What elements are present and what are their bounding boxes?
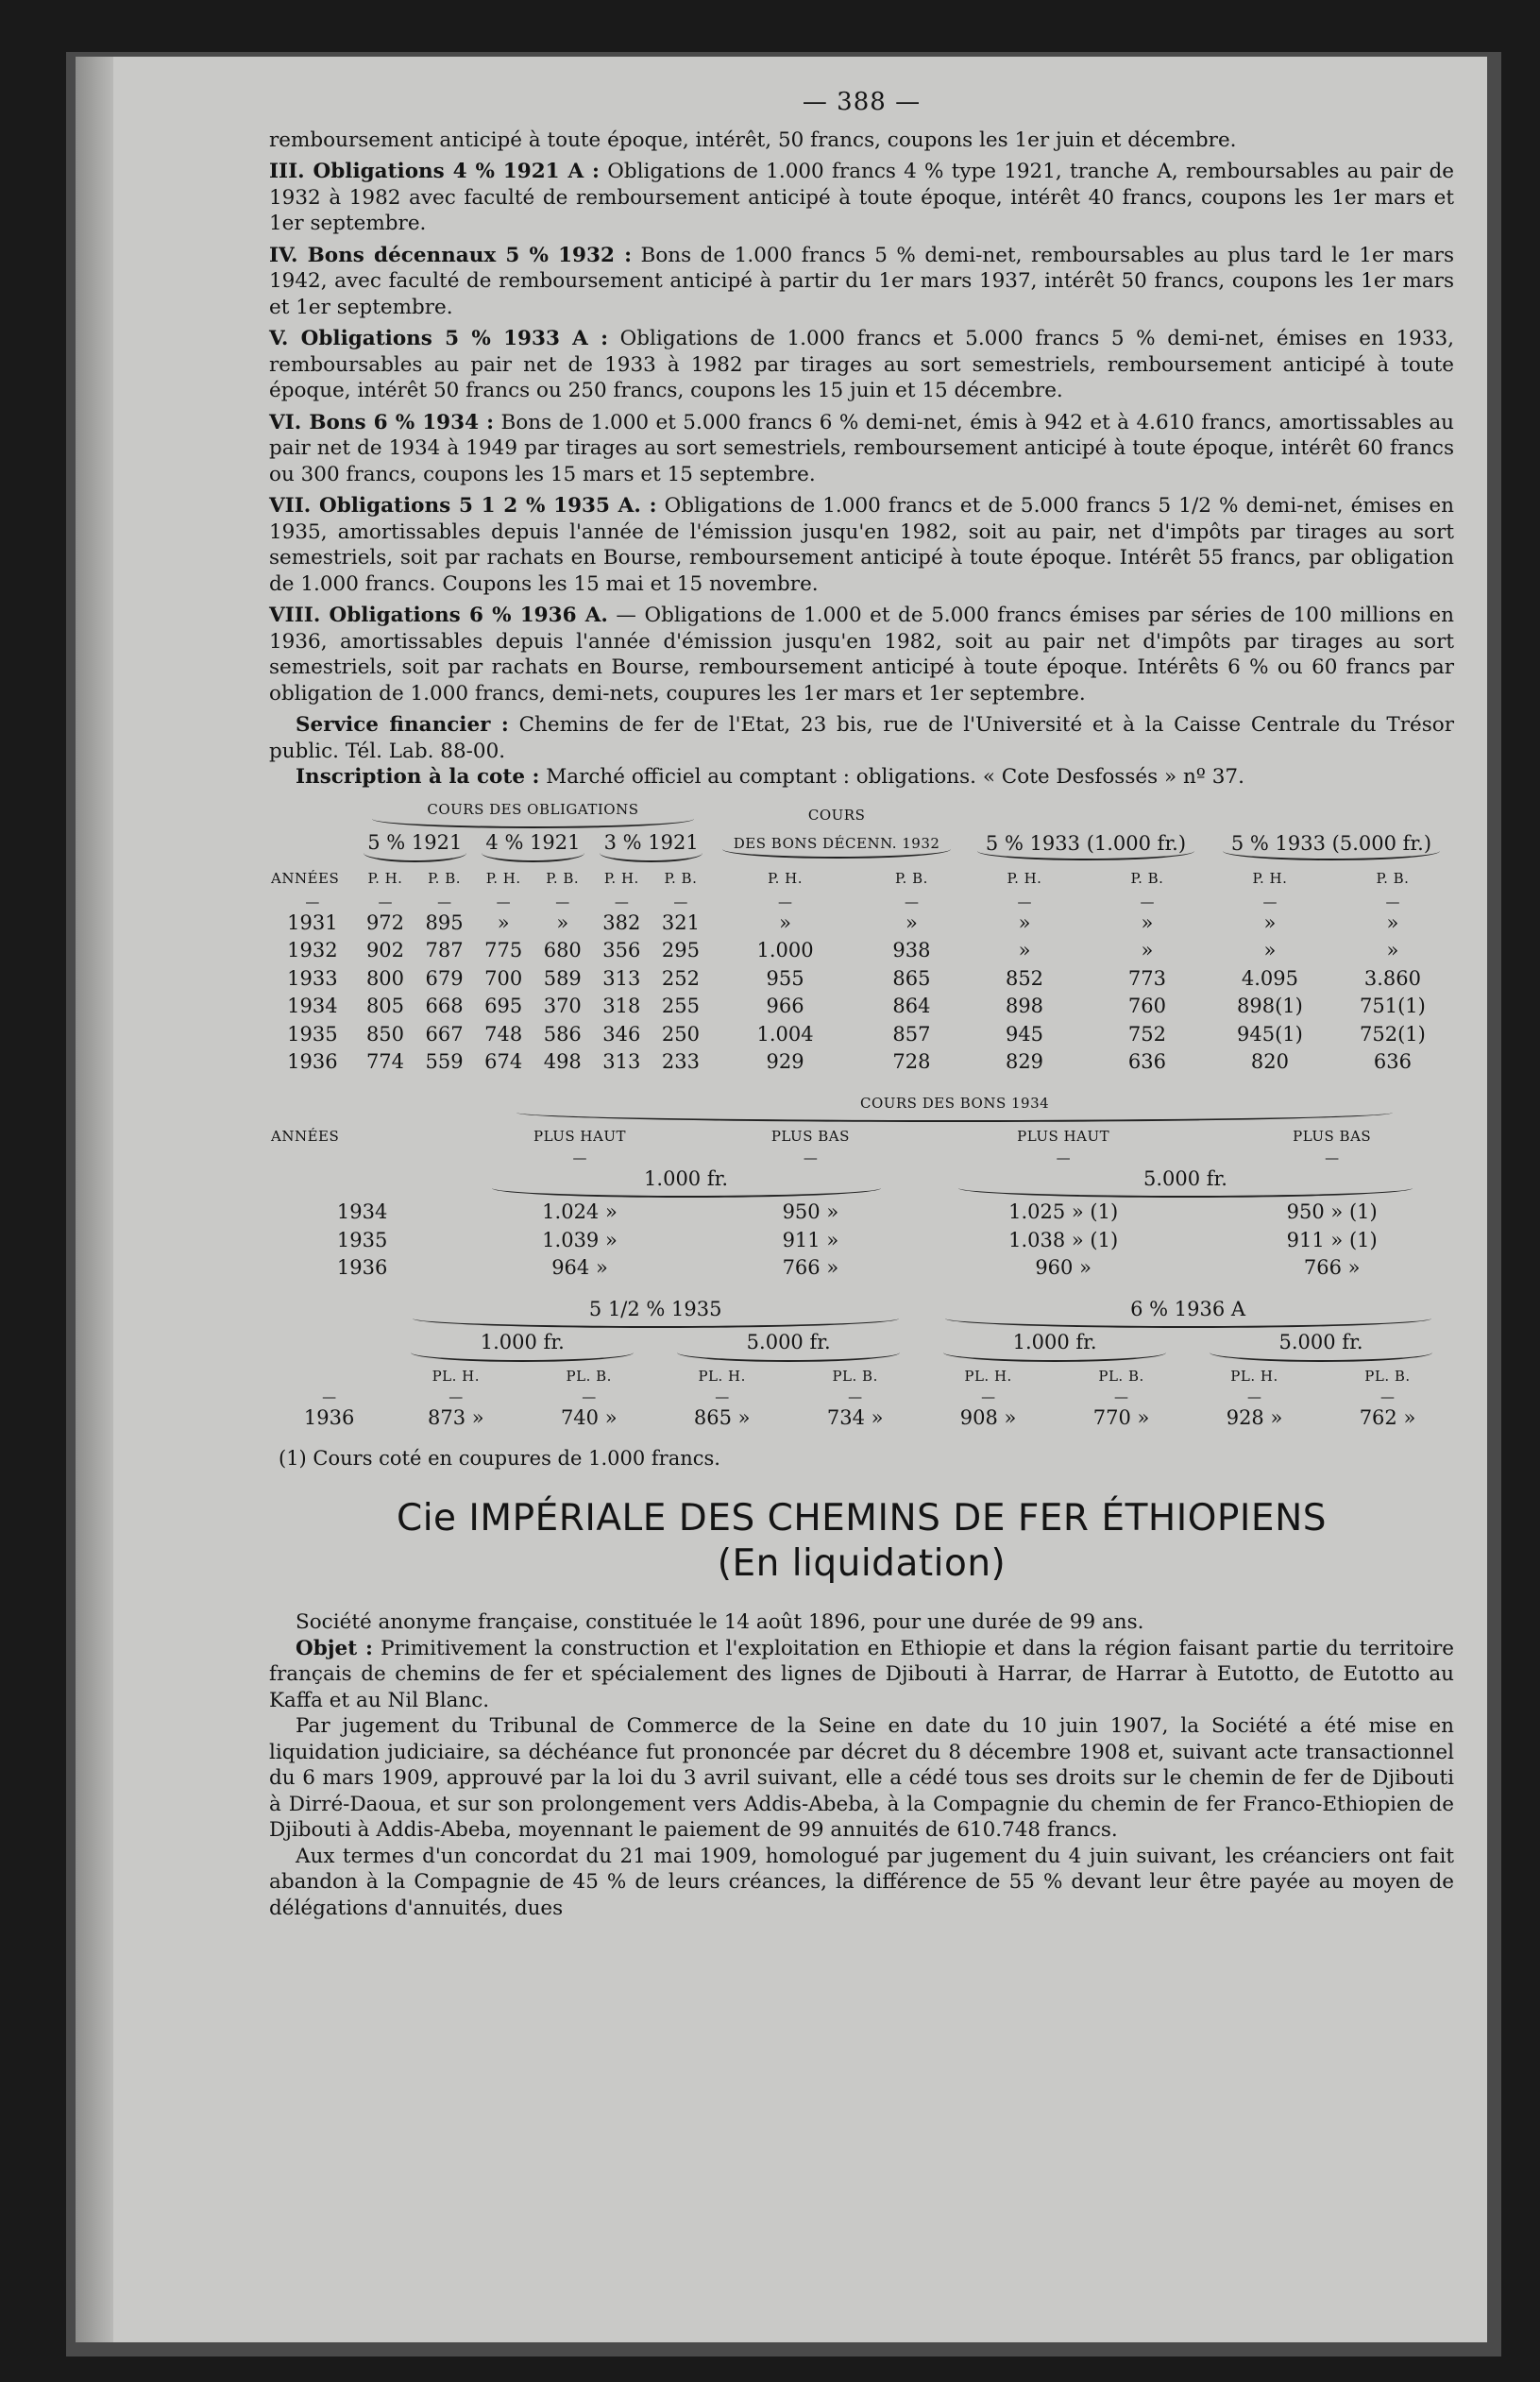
sub-header: P. H. (768, 869, 804, 887)
paragraph-text: Obligations de 1.000 francs et de 5.000 francs 5 1/2 % demi-net, émises en 1935, amortissables depuis l'année de l'émission jusqu'en 1982, soit au pair, net d'impôts par tirages au sort semestriels, soit par rachats en Bourse, remboursement anticipé à toute époque. Intérêt 55 francs, par obligation de 1.000 francs. Coupons les 15 mai et 15 novembre. (269, 494, 1454, 596)
group-title: 6 % 1936 A (922, 1296, 1454, 1330)
paragraph-heading: Inscription à la cote : (296, 765, 540, 789)
obligations-1935-1936-table: 5 1/2 % 1935 6 % 1936 A 1.000 fr. 5.000 fr. 1.000 fr. 5.000 fr. PL. H. PL. B. PL. H. PL. B. PL. H. PL. B. PL. H. PL. B. — — — — — — — — — 1936 873 » 740 » 865 » 734 » 908 » 770 » 928 » 762 » (269, 1296, 1454, 1433)
paragraph-text: Primitivement la construction et l'exploitation en Ethiopie et dans la région faisant partie du territoire français de chemins de fer et spécialement des lignes de Djibouti à Harrar, de Harrar à Eutotto, de Eutotto au Kaffa et au Nil Blanc. (269, 1636, 1454, 1712)
paragraph (269, 603, 1454, 706)
bons-1934-table: COURS DES BONS 1934 ANNÉES PLUS HAUT PLUS BAS PLUS HAUT PLUS BAS — — — — 1.000 fr. 5.000 fr. 1934 1.024 » 950 » 1.025 » (1) 950 » (1) 1935 1.039 » 911 » 1.038 » (1) 911 » (1) 1936 964 » 766 » 960 » 766 » (269, 1090, 1454, 1283)
table-cell: 752 (1127, 1022, 1167, 1046)
table-row (269, 910, 1454, 938)
table-row (269, 937, 1454, 965)
paragraph-text: Par jugement du Tribunal de Commerce de la Seine en date du 10 juin 1907, la Société a été mise en liquidation judiciaire, sa déchéance fut prononcée par décret du 8 décembre 1908 et, suivant acte transactionnel du 6 mars 1909, approuvé par la loi du 3 avril suivant, elle a cédé tous ses droits sur le chemin de fer de Djibouti à Dirré-Daoua, et sur son prolongement vers Addis-Abeba, à la Compagnie du chemin de fer Franco-Ethiopien de Djibouti à Addis-Abeba, moyennant le paiement de 99 annuités de 610.748 francs. (269, 1714, 1454, 1842)
table-cell: 774 (365, 1050, 405, 1073)
table-cell: 762 » (1359, 1406, 1416, 1429)
paragraph-heading: III. Obligations 4 % 1921 A : (269, 160, 600, 183)
sub-header: P. B. (1376, 869, 1410, 887)
year-cell: 1934 (287, 995, 338, 1017)
annees-header: ANNÉES (271, 869, 340, 887)
paragraph-text: Bons de 1.000 et 5.000 francs 6 % demi-net, émis à 942 et à 4.610 francs, amortissables au pair net de 1934 à 1949 par tirages au sort semestriels, remboursement anticipé à toute époque, intérêt 60 francs ou 300 francs, coupons les 15 mars et 15 septembre. (269, 410, 1455, 486)
sub-group-header: 5.000 fr. (917, 1165, 1454, 1200)
sub-header: P. H. (603, 869, 639, 887)
table-cell: 864 (892, 995, 931, 1017)
paragraph (269, 1713, 1454, 1844)
footnote: (1) Cours coté en coupures de 1.000 francs. (279, 1446, 720, 1470)
table-cell: » (556, 910, 569, 934)
annees-header: ANNÉES (271, 1128, 340, 1145)
table-row (269, 965, 1454, 994)
sub-header: P. B. (1130, 869, 1164, 887)
table-cell: 829 (1005, 1050, 1044, 1073)
table-body (269, 910, 1454, 1077)
paragraph-heading: VII. Obligations 5 1 2 % 1935 A. : (269, 494, 657, 518)
paragraph (269, 1636, 1454, 1714)
table-cell: 370 (543, 995, 582, 1017)
paragraph-heading: IV. Bons décennaux 5 % 1932 : (269, 243, 633, 267)
col-group-header: DES BONS DÉCENN. 1932 (710, 829, 963, 863)
sub-header: P. H. (1252, 869, 1288, 887)
table-cell: 636 (1127, 1050, 1167, 1073)
year-cell: 1936 (336, 1256, 388, 1279)
table-cell: 928 » (1226, 1406, 1283, 1429)
table-cell: 559 (425, 1050, 464, 1073)
table-row (269, 993, 1454, 1021)
table-cell: 800 (365, 966, 405, 990)
paragraph (269, 243, 1454, 321)
table-cell: 668 (425, 995, 464, 1017)
table-cell: 820 (1250, 1050, 1289, 1073)
table-cell: 233 (661, 1050, 700, 1073)
table-cell: 4.095 (1241, 966, 1298, 990)
section-subtitle: (En liquidation) (717, 1542, 1007, 1585)
table-cell: 908 » (959, 1406, 1017, 1429)
table-cell: 865 (892, 966, 931, 990)
col-header: PLUS BAS (1293, 1128, 1372, 1145)
table-cell: 898 (1005, 995, 1044, 1017)
table-cell: 964 » (551, 1256, 608, 1279)
table-cell: » (1141, 910, 1154, 934)
table-cell: 775 (484, 939, 523, 961)
table-row (269, 1227, 1454, 1255)
table-cell: 770 » (1092, 1406, 1150, 1429)
sub-group-header: 5.000 fr. (655, 1329, 922, 1363)
table-cell: 679 (425, 966, 464, 990)
col-group-header: 4 % 1921 (474, 829, 592, 863)
table-cell: 945(1) (1237, 1022, 1303, 1046)
paragraph-text: Société anonyme française, constituée le 14 août 1896, pour une durée de 99 ans. (296, 1610, 1144, 1634)
table-cell: 674 (484, 1050, 523, 1073)
col-header: PL. H. (964, 1367, 1012, 1385)
col-header: PL. B. (1364, 1367, 1411, 1385)
year-cell: 1935 (287, 1022, 338, 1046)
table-cell: 740 » (560, 1406, 618, 1429)
paragraph (269, 1609, 1454, 1636)
table-cell: » (1018, 939, 1031, 961)
table-cell: 766 » (782, 1256, 839, 1279)
sub-group-header: 5.000 fr. (1188, 1329, 1454, 1363)
table-body (269, 1199, 1454, 1283)
table-cell: 955 (766, 966, 804, 990)
year-cell: 1935 (336, 1228, 388, 1251)
year-cell: 1934 (336, 1200, 388, 1223)
table-cell: 255 (661, 995, 700, 1017)
sub-group-header: 1.000 fr. (455, 1165, 917, 1200)
table-cell: » (905, 910, 918, 934)
table-cell: 945 (1005, 1022, 1044, 1046)
table-cell: 250 (661, 1022, 700, 1046)
table-cell: 895 (425, 910, 464, 934)
table-cell: 787 (425, 939, 464, 961)
table-cell: 1.039 » (542, 1228, 618, 1251)
page-number: — 388 — (802, 88, 922, 116)
paragraph-text: Aux termes d'un concordat du 21 mai 1909, homologué par jugement du 4 juin suivant, les créanciers ont fait abandon à la Compagnie de 45 % de leurs créances, la différence de 55 % devant leur être payée au moyen de délégations d'annuités, dues (269, 1844, 1454, 1920)
table-cell: » (497, 910, 510, 934)
table-cell: » (1386, 910, 1399, 934)
table-cell: 752(1) (1360, 1022, 1426, 1046)
table-cell: 1.024 » (542, 1200, 618, 1223)
table-cell: 3.860 (1363, 966, 1422, 990)
sub-header: P. H. (485, 869, 521, 887)
section-title-line: Cie IMPÉRIALE DES CHEMINS DE FER ÉTHIOPIENS (396, 1497, 1328, 1540)
col-group-header: 5 % 1921 (356, 829, 474, 863)
table-cell: 966 (766, 995, 804, 1017)
table-cell: 346 (602, 1022, 641, 1046)
table-cell: » (1386, 939, 1399, 961)
table-cell: 873 » (427, 1406, 484, 1429)
sub-header: P. H. (1007, 869, 1042, 887)
paragraph-text: remboursement anticipé à toute époque, intérêt, 50 francs, coupons les 1er juin et décembre. (269, 128, 1237, 152)
table-cell: 950 » (782, 1200, 839, 1223)
col-group-header: 5 % 1933 (1.000 fr.) (963, 829, 1209, 863)
table-cell: 773 (1127, 966, 1167, 990)
table-cell: 1936 (303, 1406, 355, 1429)
table-cell: 950 » (1) (1286, 1200, 1378, 1223)
table-cell: 805 (365, 995, 405, 1017)
paragraph (269, 712, 1454, 764)
year-cell: 1936 (287, 1050, 338, 1073)
table-cell: 667 (425, 1022, 464, 1046)
paragraph (269, 159, 1454, 237)
table-row (269, 1048, 1454, 1077)
table-cell: 700 (484, 966, 523, 990)
col-header: PL. H. (432, 1367, 481, 1385)
paragraph-text: Bons de 1.000 francs 5 % demi-net, remboursables au plus tard le 1er mars 1942, avec faculté de remboursement anticipé à partir du 1er mars 1937, intérêt 50 francs, coupons les 1er mars et 1er septembre. (269, 243, 1454, 319)
col-header: PLUS HAUT (533, 1128, 626, 1145)
table-cell: 313 (602, 1050, 641, 1073)
table-cell: 382 (602, 910, 641, 934)
table-cell: 1.004 (756, 1022, 814, 1046)
col-header: PL. H. (698, 1367, 746, 1385)
page-content (269, 90, 1454, 1927)
table-cell: 911 » (782, 1228, 839, 1251)
table-cell: 589 (543, 966, 582, 990)
sub-group-header: 1.000 fr. (389, 1329, 655, 1363)
table-cell: 960 » (1035, 1256, 1092, 1279)
table-cell: 857 (892, 1022, 931, 1046)
table-cell: » (1141, 939, 1154, 961)
sub-header: P. B. (546, 869, 580, 887)
table-cell: 586 (543, 1022, 582, 1046)
col-header: PL. B. (566, 1367, 612, 1385)
year-cell: 1932 (287, 939, 338, 961)
table-cell: 695 (484, 995, 523, 1017)
sub-group-header: 1.000 fr. (922, 1329, 1188, 1363)
sub-header: P. B. (428, 869, 462, 887)
paragraph (269, 764, 1454, 791)
table-cell: 938 (892, 939, 931, 961)
group-title: COURS DES BONS 1934 (455, 1090, 1454, 1124)
table-cell: 636 (1373, 1050, 1412, 1073)
table-cell: 972 (365, 910, 405, 934)
table-cell: 498 (543, 1050, 582, 1073)
col-group-header: 3 % 1921 (592, 829, 710, 863)
paragraph-heading: VIII. Obligations 6 % 1936 A. (269, 604, 608, 627)
year-cell: 1931 (287, 910, 338, 934)
col-header: PLUS BAS (770, 1128, 850, 1145)
col-header: PL. H. (1230, 1367, 1278, 1385)
sub-header: P. B. (664, 869, 698, 887)
sub-header: P. B. (895, 869, 928, 887)
table-cell: 321 (661, 910, 700, 934)
table-cell: 902 (365, 939, 405, 961)
paragraph (269, 326, 1454, 404)
group-title: COURS DES OBLIGATIONS (356, 796, 711, 830)
table-cell: 680 (543, 939, 582, 961)
table-cell: » (1018, 910, 1031, 934)
book-binding (76, 57, 113, 2342)
table-cell: 929 (766, 1050, 804, 1073)
paragraph-heading: V. Obligations 5 % 1933 A : (269, 327, 609, 350)
table-cell: 356 (602, 939, 641, 961)
bond-prices-table: COURS DES OBLIGATIONS COURS 5 % 1921 4 % 1921 3 % 1921 DES BONS DÉCENN. 1932 5 % 1933 (1.000 fr.) 5 % 1933 (5.000 fr.) ANNÉES P. H. P. B. P. H. P. B. P. H. P. B. P. H. P. B. P. H. P. B. P. H. P. B. — — — — — — — — — — — — — 1931 972 895 » » 382 321 » » » » » » 1932 902 787 775 680 356 295 1.000 938 » » » » 1933 800 679 700 589 313 252 955 865 852 773 4.095 3.860 1934 805 668 695 370 318 255 966 864 898 760 898(1) 751(1) 1935 850 667 748 586 346 250 1.004 857 945 752 945(1) 752(1) 1936 774 559 674 498 313 233 929 728 829 636 820 636 (269, 796, 1454, 1077)
paragraph-heading: Objet : (296, 1636, 373, 1660)
paragraph (269, 1844, 1454, 1922)
paragraph-text: Obligations de 1.000 francs et 5.000 francs 5 % demi-net, émises en 1933, remboursables au pair net de 1933 à 1982 par tirages au sort semestriels, remboursement anticipé à toute époque, intérêt 50 francs ou 250 francs, coupons les 15 juin et 15 décembre. (269, 327, 1455, 402)
table-cell: 865 » (693, 1406, 751, 1429)
table-cell: 1.000 (756, 939, 814, 961)
paragraph-heading: Service financier : (296, 713, 509, 737)
paragraph-heading: VI. Bons 6 % 1934 : (269, 410, 495, 434)
paragraph-text: Obligations de 1.000 francs 4 % type 1921, tranche A, remboursables au pair de 1932 à 1982 avec faculté de remboursement anticipé à toute époque, intérêt 40 francs, coupons les 1er mars et 1er septembre. (269, 160, 1454, 235)
table-cell: » (779, 910, 791, 934)
table-cell: 766 » (1303, 1256, 1361, 1279)
table-cell: 748 (484, 1022, 523, 1046)
table-row (269, 1199, 1454, 1227)
paragraph (269, 493, 1454, 597)
table-cell: 1.025 » (1) (1008, 1200, 1119, 1223)
table-cell: 760 (1127, 995, 1167, 1017)
table-cell: 252 (661, 966, 700, 990)
year-cell: 1933 (287, 966, 338, 990)
sub-header: P. H. (367, 869, 403, 887)
table-cell: 734 » (826, 1406, 884, 1429)
table-cell: 728 (892, 1050, 931, 1073)
section-title (269, 1496, 1454, 1587)
paragraph-text: Chemins de fer de l'Etat, 23 bis, rue de l'Université et à la Caisse Centrale du Trésor public. Tél. Lab. 88-00. (269, 713, 1454, 763)
table-cell: » (1263, 939, 1277, 961)
col-header: PLUS HAUT (1017, 1128, 1110, 1145)
col-group-header: 5 % 1933 (5.000 fr.) (1209, 829, 1454, 863)
table-row (269, 1404, 1454, 1433)
paragraph (269, 410, 1454, 488)
table-cell: » (1263, 910, 1277, 934)
table-cell: 850 (365, 1022, 405, 1046)
paragraph-text: — Obligations de 1.000 et de 5.000 francs émises par séries de 100 millions en 1936, amortissables depuis l'année d'émission jusqu'en 1982, soit au pair net d'impôts par tirages au sort semestriels, soit par rachats en Bourse, remboursement anticipé à toute époque. Intérêts 6 % ou 60 francs par obligation de 1.000 francs, demi-nets, coupures les 1er mars et 1er septembre. (269, 604, 1454, 706)
table-cell: 898(1) (1237, 995, 1303, 1017)
group-title: 5 1/2 % 1935 (389, 1296, 922, 1330)
table-cell: 295 (661, 939, 700, 961)
cours-label: COURS (807, 806, 866, 824)
table-row (269, 1254, 1454, 1283)
table-cell: 313 (602, 966, 641, 990)
paragraph (269, 128, 1454, 154)
table-cell: 852 (1005, 966, 1044, 990)
col-header: PL. B. (832, 1367, 878, 1385)
col-header: PL. B. (1098, 1367, 1144, 1385)
table-cell: 1.038 » (1) (1008, 1228, 1119, 1251)
paragraph-text: Marché officiel au comptant : obligations. « Cote Desfossés » nº 37. (539, 765, 1244, 789)
table-row (269, 1021, 1454, 1049)
table-cell: 751(1) (1360, 995, 1426, 1017)
table-cell: 911 » (1) (1286, 1228, 1378, 1251)
table-cell: 318 (602, 995, 641, 1017)
